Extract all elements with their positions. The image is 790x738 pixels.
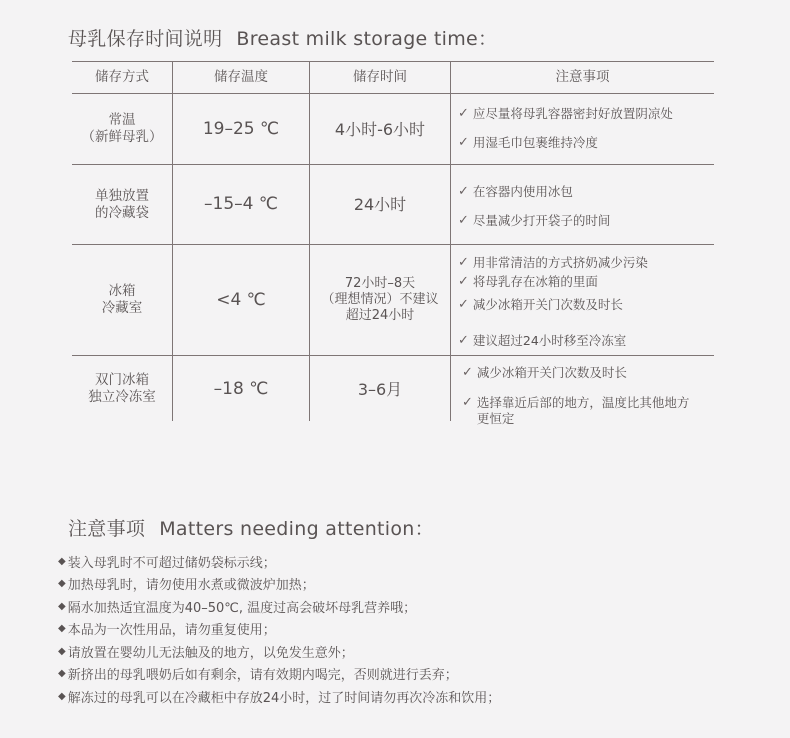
row4-temp: –18 ℃ [213, 378, 269, 399]
header-temp: 储存温度 [214, 68, 268, 85]
row1-method: 常温 （新鲜母乳） [81, 112, 163, 145]
check-icon: ✓ [458, 297, 469, 312]
row2-time: 24小时 [353, 195, 407, 214]
row3-note-2: ✓ 将母乳存在冰箱的里面 [458, 274, 598, 289]
row3-note-3: ✓ 减少冰箱开关门次数及时长 [458, 297, 623, 312]
list-item: ◆ 加热母乳时，请勿使用水煮或微波炉加热； [58, 578, 315, 594]
list-item: ◆ 新挤出的母乳喂奶后如有剩余，请有效期内喝完，否则就进行丢弃； [58, 668, 458, 684]
row1-time: 4小时-6小时 [334, 119, 426, 139]
diamond-bullet-icon: ◆ [58, 668, 66, 680]
list-item: ◆ 解冻过的母乳可以在冷藏柜中存放24小时，过了时间请勿再次冷冻和饮用； [58, 690, 501, 706]
row4-note-2: ✓ 选择靠近后部的地方，温度比其他地方 更恒定 [462, 395, 690, 426]
attention-title-cn: 注意事项 [68, 518, 146, 540]
row2-note-2: ✓ 尽量减少打开袋子的时间 [458, 213, 611, 228]
row3-note-1: ✓ 用非常清洁的方式挤奶减少污染 [458, 255, 648, 270]
check-icon: ✓ [462, 365, 473, 380]
check-icon: ✓ [458, 333, 469, 348]
row4-note-1: ✓ 减少冰箱开关门次数及时长 [462, 365, 627, 380]
row3-time: 72小时–8天 （理想情况）不建议 超过24小时 [321, 276, 439, 323]
row3-temp: <4 ℃ [216, 289, 266, 310]
header-time: 储存时间 [353, 68, 407, 85]
check-icon: ✓ [458, 255, 469, 270]
check-icon: ✓ [458, 135, 469, 150]
row1-temp: 19–25 ℃ [202, 118, 280, 139]
list-item: ◆ 请放置在婴幼儿无法触及的地方，以免发生意外； [58, 645, 354, 661]
storage-title-cn: 母乳保存时间说明 [68, 28, 223, 50]
row2-temp: –15–4 ℃ [204, 194, 278, 214]
check-icon: ✓ [458, 184, 469, 199]
diamond-bullet-icon: ◆ [58, 578, 66, 590]
row2-note-1: ✓ 在容器内使用冰包 [458, 184, 573, 199]
diamond-bullet-icon: ◆ [58, 690, 66, 702]
diamond-bullet-icon: ◆ [58, 645, 66, 657]
row3-method: 冰箱 冷藏室 [101, 283, 143, 316]
row2-method: 单独放置 的冷藏袋 [95, 187, 149, 221]
header-method: 储存方式 [95, 68, 149, 85]
attention-title [68, 514, 434, 541]
row1-note-1: ✓ 应尽量将母乳容器密封好放置阴凉处 [458, 106, 673, 121]
list-item: ◆ 本品为一次性用品，请勿重复使用； [58, 623, 276, 639]
attention-list [58, 550, 500, 708]
row4-method: 双门冰箱 独立冷冻室 [88, 372, 156, 405]
table-col-divider-3 [450, 61, 451, 421]
row1-note-2: ✓ 用湿毛巾包裹维持冷度 [458, 135, 598, 150]
diamond-bullet-icon: ◆ [58, 623, 66, 635]
diamond-bullet-icon: ◆ [58, 555, 66, 567]
attention-title-en: Matters needing attention： [159, 518, 434, 540]
list-item: ◆ 装入母乳时不可超过储奶袋标示线； [58, 555, 276, 571]
check-icon: ✓ [458, 106, 469, 121]
check-icon: ✓ [462, 395, 473, 410]
list-item: ◆ 隔水加热适宜温度为40–50℃, 温度过高会破坏母乳营养哦； [58, 600, 417, 616]
storage-title-en: Breast milk storage time： [236, 28, 498, 50]
diamond-bullet-icon: ◆ [58, 600, 66, 612]
check-icon: ✓ [458, 274, 469, 289]
header-notes: 注意事项 [555, 68, 610, 85]
row3-note-4: ✓ 建议超过24小时移至冷冻室 [458, 333, 627, 348]
check-icon: ✓ [458, 213, 469, 228]
row4-time: 3–6月 [357, 379, 403, 399]
